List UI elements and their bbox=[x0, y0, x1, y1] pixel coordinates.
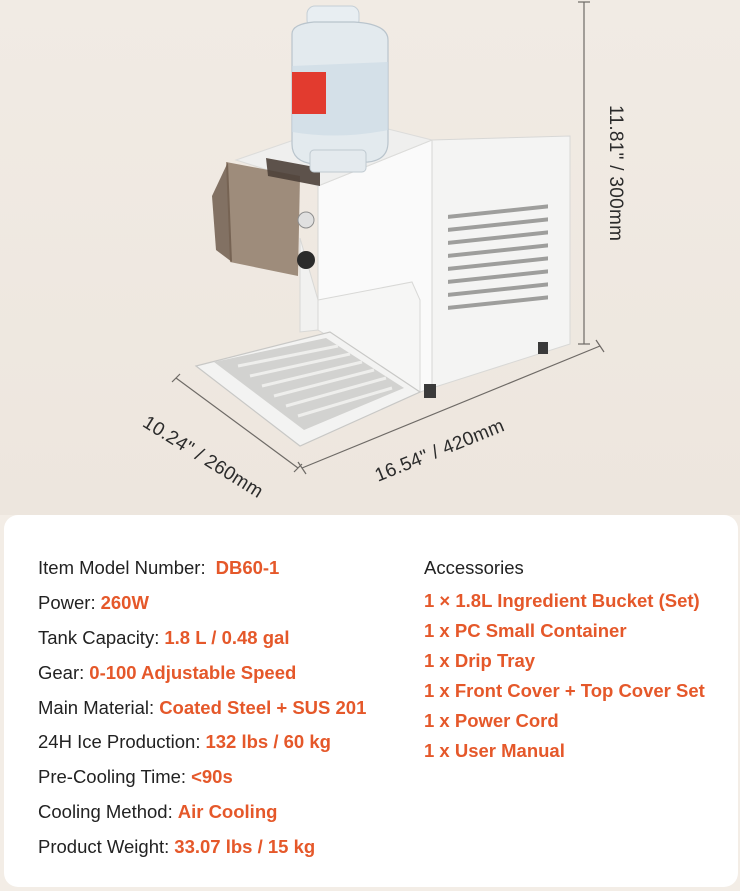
spec-value: 33.07 lbs / 15 kg bbox=[174, 835, 316, 857]
accessories-title: Accessories bbox=[424, 557, 524, 579]
water-bottle bbox=[292, 6, 388, 172]
spec-label: Main Material: bbox=[38, 696, 155, 718]
spec-label: Power: bbox=[38, 592, 96, 614]
spec-row-cooling-method bbox=[38, 795, 366, 830]
specifications-card bbox=[4, 515, 738, 887]
spec-label: Item Model Number: bbox=[38, 557, 206, 579]
spec-label: Cooling Method: bbox=[38, 800, 173, 822]
spec-row-pre-cooling-time bbox=[38, 760, 366, 795]
spec-label: Pre-Cooling Time: bbox=[38, 766, 187, 788]
spec-row-model bbox=[38, 551, 366, 586]
spec-row-product-weight bbox=[38, 829, 366, 864]
spec-label: Tank Capacity: bbox=[38, 626, 160, 648]
spec-value: 0-100 Adjustable Speed bbox=[89, 661, 297, 683]
spec-value: 132 lbs / 60 kg bbox=[205, 731, 331, 753]
spec-row-main-material bbox=[38, 690, 366, 725]
spec-value: 1.8 L / 0.48 gal bbox=[164, 626, 290, 648]
accessories-list bbox=[424, 551, 705, 766]
specifications-list bbox=[38, 551, 366, 864]
height-dimension-label: 11.81" / 300mm bbox=[605, 105, 626, 242]
spec-row-tank-capacity bbox=[38, 621, 366, 656]
spec-label: Gear: bbox=[38, 661, 85, 683]
accessory-item: 1 x PC Small Container bbox=[424, 619, 627, 641]
spec-value: <90s bbox=[191, 766, 233, 788]
depth-dimension-label: 10.24" / 260mm bbox=[138, 412, 267, 503]
spec-row-gear bbox=[38, 655, 366, 690]
spec-row-ice-production bbox=[38, 725, 366, 760]
spec-value: DB60-1 bbox=[215, 557, 280, 579]
accessory-item: 1 × 1.8L Ingredient Bucket (Set) bbox=[424, 589, 700, 611]
accessory-item: 1 x Power Cord bbox=[424, 709, 559, 731]
accessory-item: 1 x Front Cover + Top Cover Set bbox=[424, 679, 705, 701]
accessory-item: 1 x Drip Tray bbox=[424, 649, 536, 671]
spec-label: 24H Ice Production: bbox=[38, 731, 201, 753]
spec-value: Coated Steel + SUS 201 bbox=[159, 696, 367, 718]
spec-label: Product Weight: bbox=[38, 835, 170, 857]
accessory-item: 1 x User Manual bbox=[424, 739, 565, 761]
spec-value: Air Cooling bbox=[177, 800, 278, 822]
spec-row-power bbox=[38, 586, 366, 621]
spec-value: 260W bbox=[100, 592, 149, 614]
width-dimension-label: 16.54" / 420mm bbox=[372, 415, 508, 487]
